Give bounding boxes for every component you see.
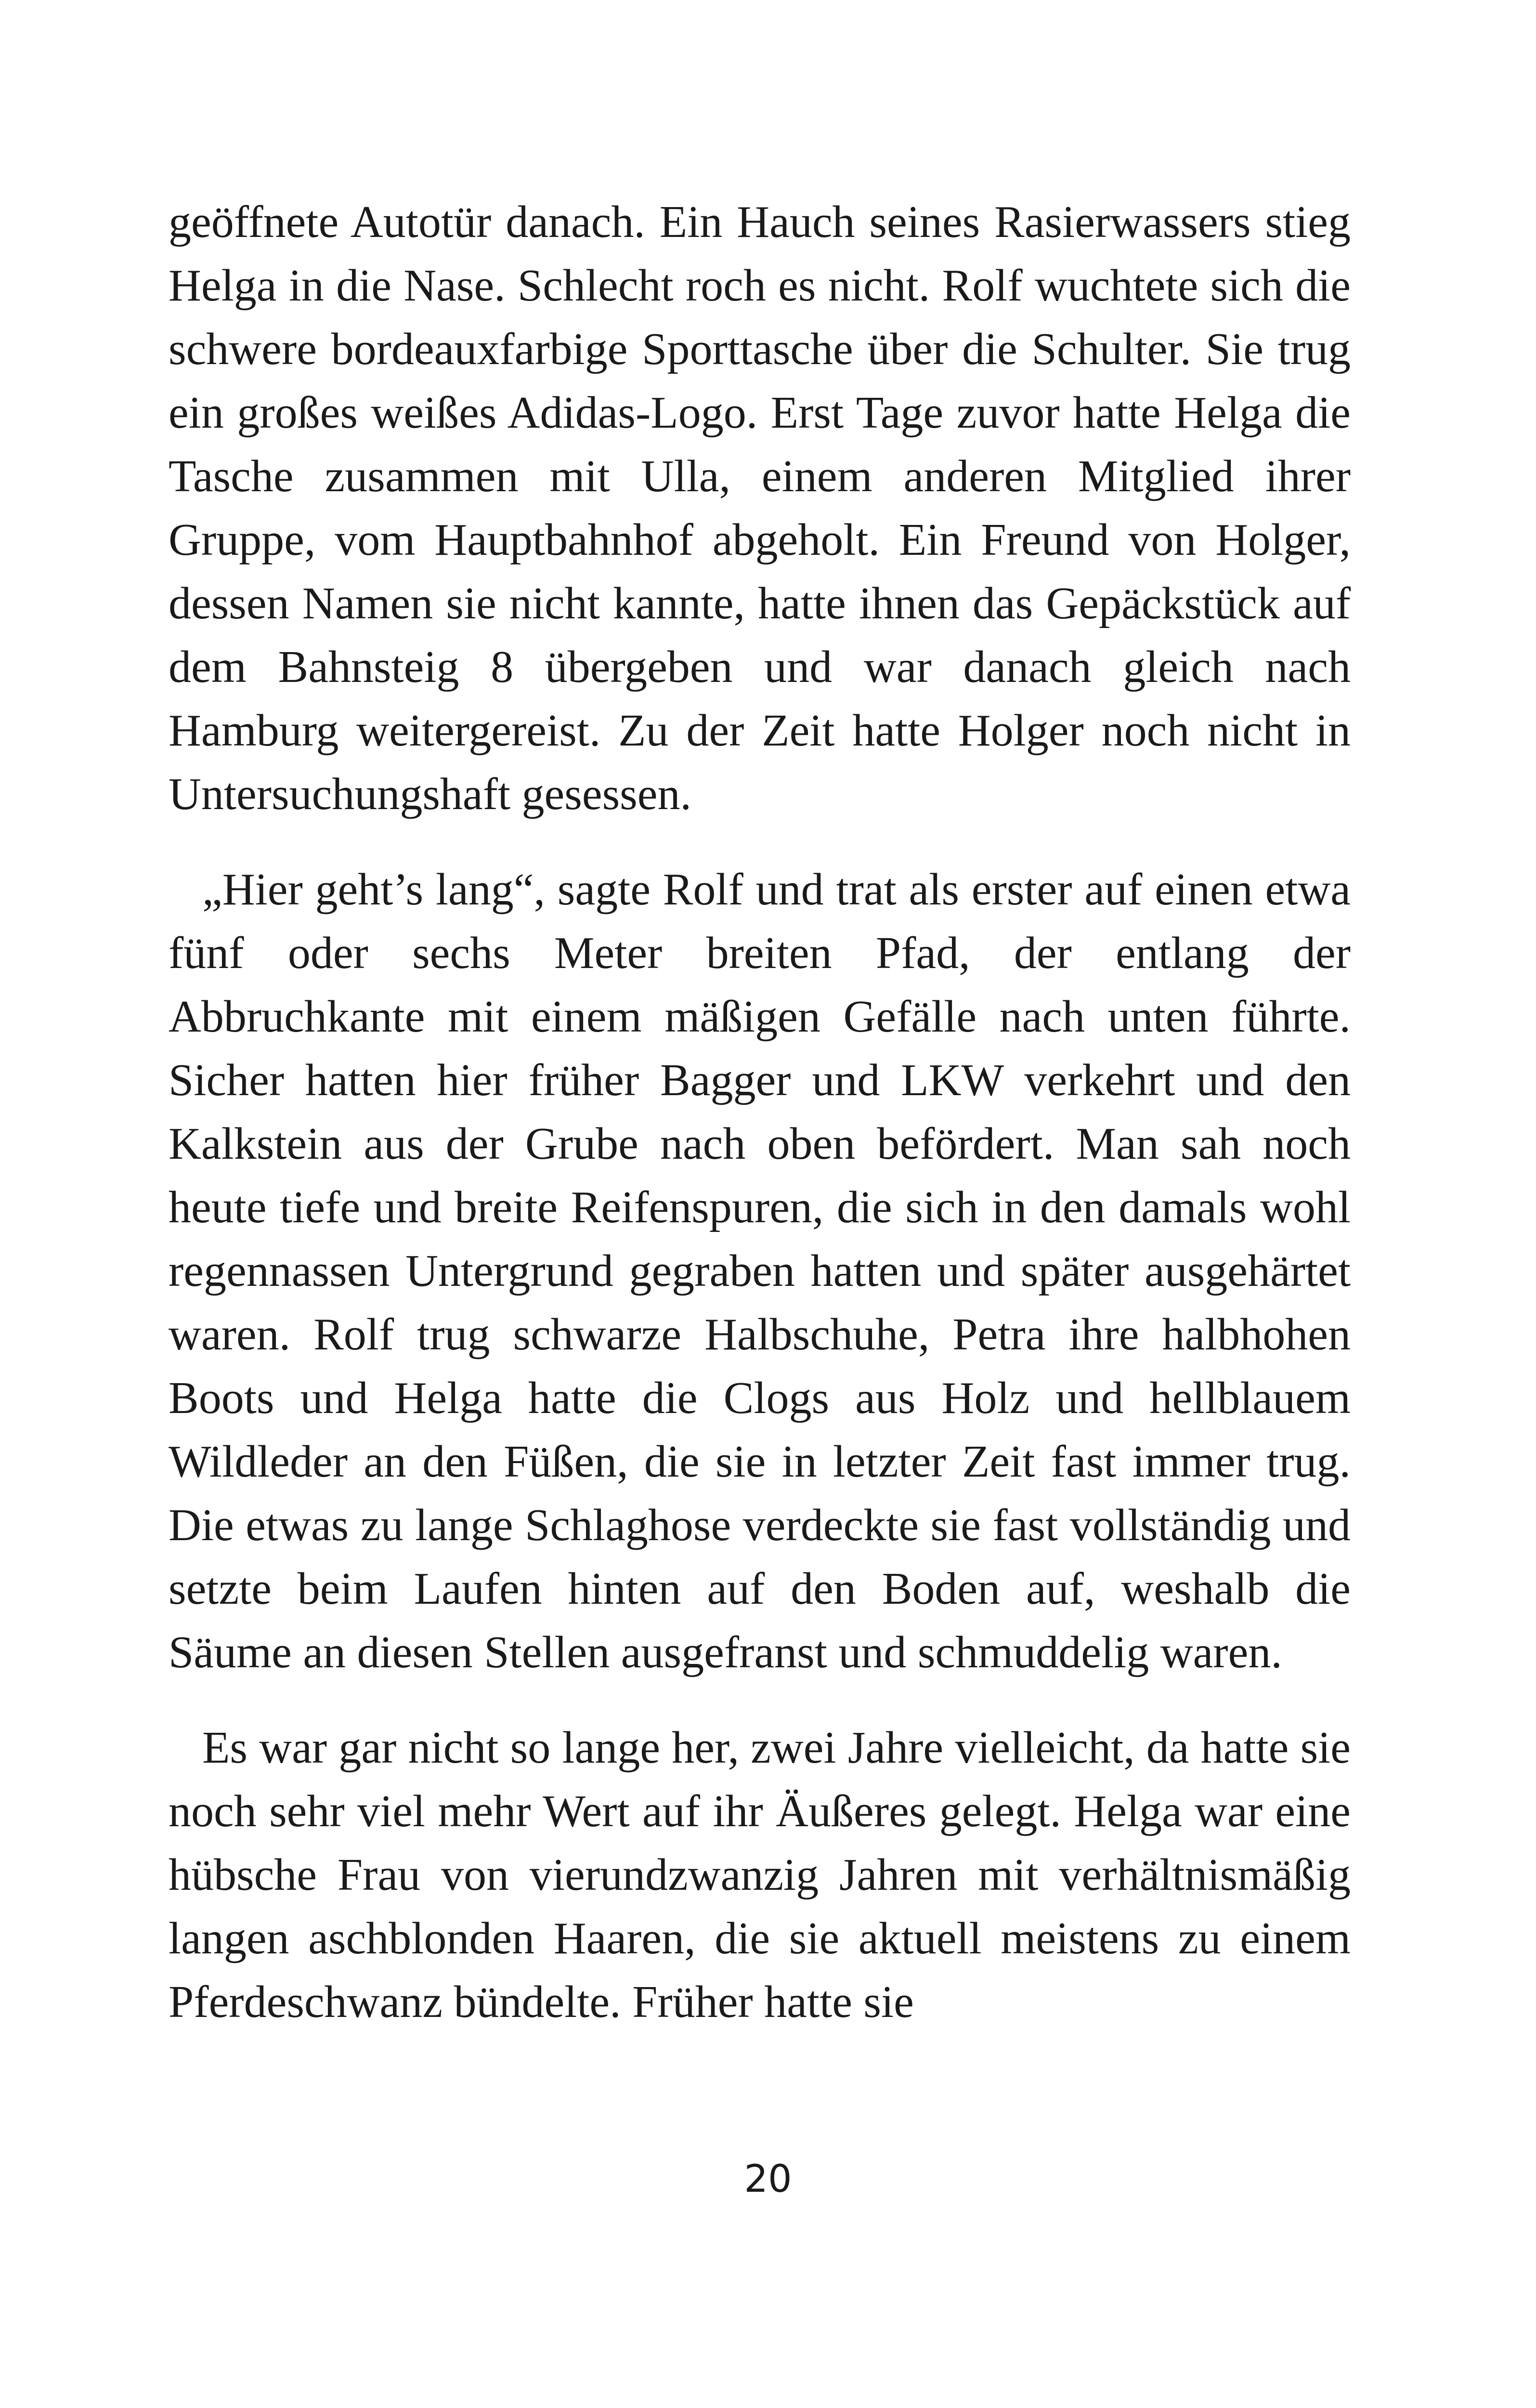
- paragraph-3: Es war gar nicht so lange her, zwei Jahre vielleicht, da hatte sie noch sehr viel mehr Wert auf ihr Äußeres gelegt. Helga war eine hübsche Frau von vierundzwanzig Jahren mit verhältnismäßig langen aschblonden Haaren, die sie aktuell meistens zu einem Pferdeschwanz bündelte. Früher hatte sie: [169, 1723, 1351, 2027]
- page-number: 20: [744, 2158, 792, 2201]
- paragraph-1: geöffnete Autotür danach. Ein Hauch seines Rasierwassers stieg Helga in die Nase. Schlecht roch es nicht. Rolf wuchtete sich die schwere bordeauxfarbige Sporttasche über die Schulter. Sie trug ein großes weißes Adidas-Logo. Erst Tage zuvor hatte Helga die Tasche zusammen mit Ulla, einem anderen Mitglied ihrer Gruppe, vom Hauptbahnhof abgeholt. Ein Freund von Holger, dessen Namen sie nicht kannte, hatte ihnen das Gepäckstück auf dem Bahnsteig 8 übergeben und war danach gleich nach Hamburg weitergereist. Zu der Zeit hatte Holger noch nicht in Untersuchungshaft gesessen.: [169, 197, 1351, 819]
- paragraph-2: „Hier geht’s lang“, sagte Rolf und trat als erster auf einen etwa fünf oder sechs Meter breiten Pfad, der entlang der Abbruchkante mit einem mäßigen Gefälle nach unten führte. Sicher hatten hier früher Bagger und LKW verkehrt und den Kalkstein aus der Grube nach oben befördert. Man sah noch heute tiefe und breite Reifenspuren, die sich in den damals wohl regennassen Untergrund gegraben hatten und später ausgehärtet waren. Rolf trug schwarze Halbschuhe, Petra ihre halbhohen Boots und Helga hatte die Clogs aus Holz und hellblauem Wildleder an den Füßen, die sie in letzter Zeit fast immer trug. Die etwas zu lange Schlaghose verdeckte sie fast vollständig und setzte beim Laufen hinten auf den Boden auf, weshalb die Säume an diesen Stellen ausgefranst und schmuddelig waren.: [169, 864, 1351, 1677]
- body-text: [169, 190, 1351, 2034]
